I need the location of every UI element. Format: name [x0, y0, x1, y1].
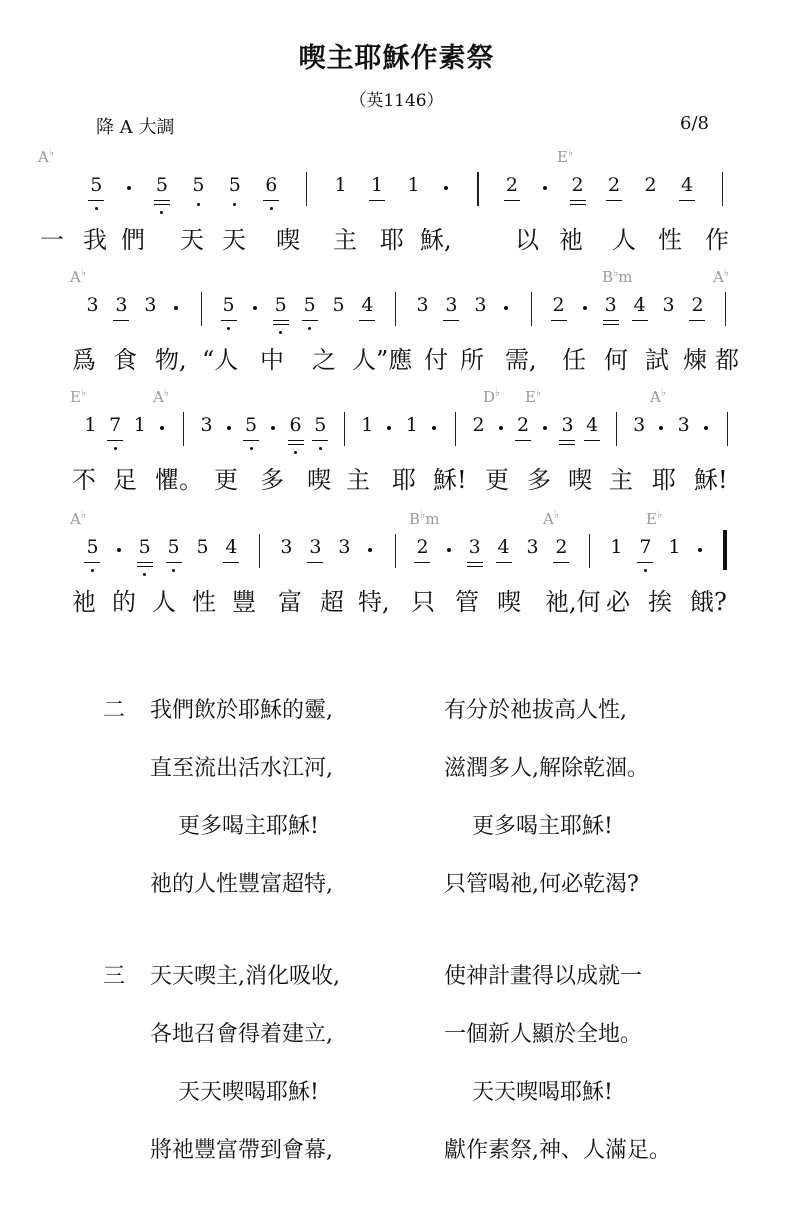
note: 5	[274, 294, 287, 316]
lyric-syllable: 主	[609, 466, 633, 494]
augmentation-dot	[174, 306, 178, 310]
lyric-syllable: 多	[260, 466, 284, 494]
note: 5	[228, 174, 241, 196]
note: 5	[222, 294, 235, 316]
augmentation-dot	[117, 548, 121, 552]
low-octave-dot	[197, 203, 200, 206]
score-system	[0, 510, 793, 635]
lyric-syllable: 天	[222, 226, 246, 254]
verse-number: 二	[103, 698, 126, 723]
augmentation-dot	[253, 306, 257, 310]
note: 3	[526, 536, 539, 558]
note: 3	[86, 294, 99, 316]
lyric-syllable: 人	[612, 226, 636, 254]
augmentation-dot	[659, 426, 663, 430]
note: 3	[633, 414, 646, 436]
note-underline	[312, 440, 328, 441]
augmentation-dot	[227, 426, 231, 430]
hymn-title: 喫主耶穌作素祭	[298, 43, 495, 74]
note-underline	[273, 324, 289, 325]
lyric-syllable: 主	[346, 466, 370, 494]
low-octave-dot	[250, 447, 253, 450]
barline	[183, 412, 184, 446]
note-underline	[504, 200, 520, 201]
note-underline	[263, 200, 279, 201]
score-system	[0, 388, 793, 513]
note: 3	[662, 294, 675, 316]
note: 2	[571, 174, 584, 196]
verse-line: 天天喫喝耶穌!	[178, 1080, 319, 1105]
augmentation-dot	[444, 186, 448, 190]
note: 4	[633, 294, 646, 316]
note: 7	[639, 536, 652, 558]
chord-symbol: D♭	[483, 386, 501, 406]
lyric-syllable: 人	[152, 588, 176, 616]
lyric-syllable: 以	[515, 226, 539, 254]
note-underline	[559, 444, 575, 445]
note-underline	[288, 440, 304, 441]
lyric-syllable: 耶	[380, 226, 404, 254]
lyric-syllable: 所	[460, 346, 484, 374]
low-octave-dot	[91, 569, 94, 572]
note: 1	[84, 414, 97, 436]
lyric-syllable: 穌!	[433, 466, 467, 494]
note-underline	[113, 320, 129, 321]
note: 2	[555, 536, 568, 558]
note-underline	[467, 562, 483, 563]
note-underline	[467, 566, 483, 567]
augmentation-dot	[432, 426, 436, 430]
lyric-syllable: 食	[113, 346, 137, 374]
lyric-syllable: 都	[715, 346, 739, 374]
lyric-syllable: 喫	[276, 226, 300, 254]
lyric-syllable: 之	[312, 346, 336, 374]
note-underline	[603, 320, 619, 321]
augmentation-dot	[160, 426, 164, 430]
low-octave-dot	[233, 203, 236, 206]
lyric-syllable: 人”應	[352, 346, 413, 374]
lyric-syllable: 性	[658, 226, 682, 254]
chord-symbol: A♭	[713, 266, 730, 286]
lyric-syllable: 更	[214, 466, 238, 494]
note-underline	[223, 562, 239, 563]
verse-line: 直至流出活水江河,	[150, 756, 333, 781]
chord-symbol: E♭	[646, 508, 663, 528]
verse-line: 各地召會得着建立,	[150, 1022, 333, 1047]
note-underline	[606, 200, 622, 201]
verse-line: 天天喫主,消化吸收,	[150, 964, 340, 989]
lyric-syllable: 天	[180, 226, 204, 254]
note: 3	[309, 536, 322, 558]
note: 3	[561, 414, 574, 436]
chord-symbol: A♭	[543, 508, 560, 528]
lyric-syllable: “人	[202, 346, 239, 374]
lyric-syllable: 何	[604, 346, 628, 374]
note: 5	[245, 414, 258, 436]
barline	[477, 172, 478, 206]
note: 6	[289, 414, 302, 436]
augmentation-dot	[368, 548, 372, 552]
note: 5	[196, 536, 209, 558]
chord-symbol: E♭	[557, 146, 574, 166]
note-underline	[154, 200, 170, 201]
score-system	[0, 268, 793, 393]
barline	[395, 292, 396, 326]
note: 3	[474, 294, 487, 316]
note-underline	[414, 562, 430, 563]
barline	[531, 292, 532, 326]
verse-line: 將祂豐富帶到會幕,	[150, 1138, 333, 1163]
note: 5	[332, 294, 345, 316]
note-underline	[553, 562, 569, 563]
chord-symbol: A♭	[70, 508, 87, 528]
barline	[589, 534, 590, 568]
note-underline	[515, 440, 531, 441]
lyric-syllable: 管	[455, 588, 479, 616]
barline	[306, 172, 307, 206]
verse-line: 祂的人性豐富超特,	[150, 872, 333, 897]
augmentation-dot	[499, 426, 503, 430]
note: 2	[644, 174, 657, 196]
barline	[344, 412, 345, 446]
note: 2	[472, 414, 485, 436]
augmentation-dot	[704, 426, 708, 430]
lyric-syllable: 付	[424, 346, 448, 374]
note: 2	[552, 294, 565, 316]
augmentation-dot	[504, 306, 508, 310]
lyric-syllable: 穌!	[694, 466, 728, 494]
note: 3	[445, 294, 458, 316]
final-barline	[723, 530, 727, 570]
note-underline	[166, 562, 182, 563]
note-underline	[570, 204, 586, 205]
barline	[616, 412, 617, 446]
lyric-syllable: 喫	[497, 588, 521, 616]
note: 3	[677, 414, 690, 436]
note: 5	[86, 536, 99, 558]
note: 2	[505, 174, 519, 196]
lyric-syllable: 挨	[648, 588, 672, 616]
note: 3	[280, 536, 293, 558]
note-underline	[107, 440, 123, 441]
note-underline	[559, 440, 575, 441]
barline	[395, 534, 396, 568]
augmentation-dot	[583, 306, 587, 310]
lyric-syllable: 耶	[652, 466, 676, 494]
note-underline	[570, 200, 586, 201]
note: 5	[155, 174, 168, 196]
barline	[259, 534, 260, 568]
note-underline	[689, 320, 705, 321]
lyric-syllable: 作	[705, 226, 729, 254]
note-underline	[273, 320, 289, 321]
augmentation-dot	[127, 186, 131, 190]
note: 1	[407, 174, 420, 196]
note: 6	[265, 174, 278, 196]
verse-number: 三	[103, 964, 126, 989]
note-underline	[154, 204, 170, 205]
lyric-syllable: 祂	[72, 588, 96, 616]
lyric-syllable: 一	[40, 226, 64, 254]
note: 3	[604, 294, 617, 316]
low-octave-dot	[308, 327, 311, 330]
augmentation-dot	[447, 548, 451, 552]
lyric-syllable: 穌,	[420, 226, 452, 254]
verse-line: 更多喝主耶穌!	[472, 814, 613, 839]
lyric-syllable: 不	[72, 466, 96, 494]
lyric-syllable: 需,	[505, 346, 537, 374]
note: 3	[338, 536, 351, 558]
low-octave-dot	[279, 331, 282, 334]
barline	[455, 412, 456, 446]
lyric-syllable: 特,	[358, 588, 390, 616]
lyric-syllable: 祂	[559, 226, 583, 254]
low-octave-dot	[160, 211, 163, 214]
note: 4	[361, 294, 374, 316]
note: 2	[691, 294, 704, 316]
augmentation-dot	[271, 426, 275, 430]
note: 4	[680, 174, 694, 196]
note-underline	[137, 562, 153, 563]
lyric-syllable: 我	[83, 226, 107, 254]
note-underline	[637, 562, 653, 563]
time-signature: 6/8	[680, 113, 709, 134]
lyric-syllable: 中	[260, 346, 284, 374]
verse-line: 更多喝主耶穌!	[178, 814, 319, 839]
note-underline	[221, 320, 237, 321]
note: 4	[586, 414, 599, 436]
augmentation-dot	[543, 186, 547, 190]
chord-symbol: A♭	[153, 386, 170, 406]
low-octave-dot	[143, 573, 146, 576]
note: 5	[192, 174, 205, 196]
low-octave-dot	[114, 447, 117, 450]
note: 5	[303, 294, 316, 316]
note-underline	[584, 440, 600, 441]
verse-line: 獻作素祭,神、人滿足。	[444, 1138, 671, 1163]
low-octave-dot	[172, 569, 175, 572]
note: 3	[468, 536, 481, 558]
chord-symbol: A♭	[38, 146, 55, 166]
note: 4	[225, 536, 238, 558]
chord-symbol: A♭	[650, 386, 667, 406]
verse-line: 有分於祂拔高人性,	[444, 698, 627, 723]
low-octave-dot	[227, 327, 230, 330]
note: 2	[608, 174, 621, 196]
low-octave-dot	[95, 207, 98, 210]
augmentation-dot	[543, 426, 547, 430]
low-octave-dot	[644, 569, 647, 572]
note: 1	[668, 536, 681, 558]
low-octave-dot	[270, 207, 273, 210]
barline	[725, 292, 726, 326]
barline	[201, 292, 202, 326]
lyric-syllable: 煉	[683, 346, 707, 374]
note: 4	[497, 536, 510, 558]
lyric-syllable: 喫	[307, 466, 331, 494]
verse-line: 只管喝祂,何必乾渴?	[444, 872, 639, 897]
verse-line: 一個新人顯於全地。	[444, 1022, 643, 1047]
verse-line: 我們飲於耶穌的靈,	[150, 698, 333, 723]
lyric-syllable: 試	[645, 346, 669, 374]
lyric-syllable: 只	[411, 588, 435, 616]
note-underline	[603, 324, 619, 325]
chord-symbol: B♭m	[602, 266, 633, 286]
low-octave-dot	[319, 447, 322, 450]
lyric-syllable: 餓?	[690, 588, 727, 616]
low-octave-dot	[294, 451, 297, 454]
note-underline	[551, 320, 567, 321]
note: 1	[361, 414, 374, 436]
note: 1	[133, 414, 146, 436]
lyric-syllable: 懼。	[155, 466, 203, 494]
lyric-syllable: 富	[278, 588, 302, 616]
key-signature: 降 A 大調	[96, 117, 175, 138]
hymn-number: （英1146）	[349, 91, 444, 111]
lyric-syllable: 性	[192, 588, 216, 616]
barline	[727, 412, 728, 446]
lyric-syllable: 豐	[232, 588, 256, 616]
note-underline	[84, 562, 100, 563]
note: 1	[405, 414, 418, 436]
lyric-syllable: 任	[562, 346, 586, 374]
note: 1	[334, 174, 347, 196]
note: 7	[109, 414, 122, 436]
note: 3	[200, 414, 213, 436]
note: 3	[416, 294, 429, 316]
note: 5	[167, 536, 180, 558]
chord-symbol: E♭	[525, 386, 542, 406]
verse-line: 使神計畫得以成就一	[444, 964, 643, 989]
verse-line: 天天喫喝耶穌!	[472, 1080, 613, 1105]
lyric-syllable: 主	[333, 226, 357, 254]
note-underline	[679, 200, 695, 201]
lyric-syllable: 超	[320, 588, 344, 616]
note: 2	[516, 414, 530, 436]
note-underline	[369, 200, 385, 201]
lyric-syllable: 的	[112, 588, 136, 616]
note: 5	[138, 536, 151, 558]
augmentation-dot	[387, 426, 391, 430]
note-underline	[137, 566, 153, 567]
barline	[722, 172, 723, 206]
note: 5	[90, 174, 103, 196]
chord-symbol: B♭m	[409, 508, 440, 528]
note: 3	[144, 294, 157, 316]
lyric-syllable: 足	[113, 466, 137, 494]
lyric-syllable: 物,	[155, 346, 187, 374]
note: 3	[115, 294, 128, 316]
augmentation-dot	[698, 548, 702, 552]
score-system	[0, 148, 793, 273]
note-underline	[443, 320, 459, 321]
note: 5	[314, 414, 327, 436]
note-underline	[359, 320, 375, 321]
note-underline	[288, 444, 304, 445]
lyric-syllable: 祂,何	[545, 588, 601, 616]
chord-symbol: A♭	[70, 266, 87, 286]
note-underline	[307, 562, 323, 563]
lyric-syllable: 多	[527, 466, 551, 494]
note-underline	[302, 320, 318, 321]
note: 1	[610, 536, 623, 558]
chord-symbol: E♭	[70, 386, 87, 406]
lyric-syllable: 必	[606, 588, 630, 616]
lyric-syllable: 更	[485, 466, 509, 494]
lyric-syllable: 們	[121, 226, 145, 254]
verse-line: 滋潤多人,解除乾涸。	[444, 756, 649, 781]
note-underline	[496, 562, 512, 563]
note-underline	[243, 440, 259, 441]
lyric-syllable: 爲	[72, 346, 96, 374]
lyric-syllable: 耶	[392, 466, 416, 494]
note: 1	[371, 174, 384, 196]
note-underline	[632, 320, 648, 321]
lyric-syllable: 喫	[568, 466, 592, 494]
note: 2	[416, 536, 429, 558]
note-underline	[88, 200, 104, 201]
